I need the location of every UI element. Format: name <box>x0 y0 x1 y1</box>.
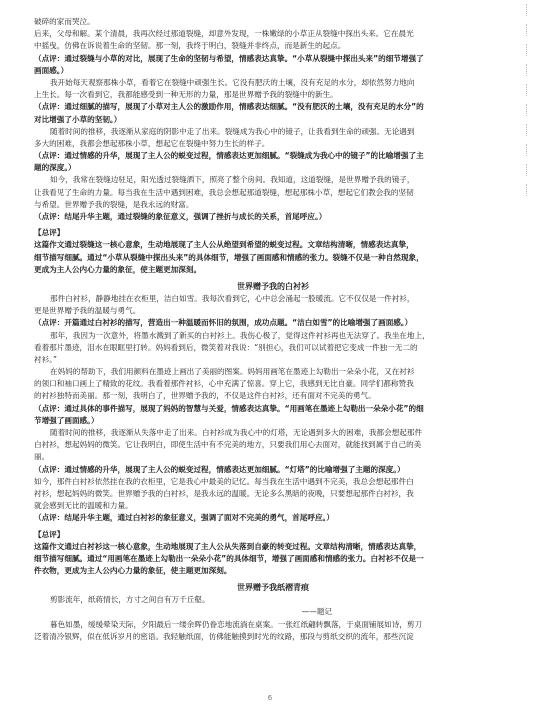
summary-line: 这篇作文通过裂缝这一核心意象，生动地展现了主人公从绝望到希望的蜕变过程。文章结构清晰，情感表达真挚， <box>34 240 414 250</box>
comment-line: 节增强了画面感。） <box>34 415 99 425</box>
paragraph-line: 衬衫。” <box>34 354 57 364</box>
paragraph-line: 丽。 <box>34 452 50 462</box>
comment-line: （点评：通过具体的事件描写，展现了妈妈的智慧与关爱，情感表达真挚。“用画笔在墨迹上勾勒出一朵朵小花”的细 <box>34 403 424 413</box>
paragraph-line: 多大的困难，我都会想起那株小草，想起它在裂缝中努力生长的样子。 <box>34 138 270 148</box>
paragraph-line: 随着时间的推移，我逐渐从失落中走了出来。白衬衫成为我心中的灯塔，无论遇到多大的困难，我都会想起那件 <box>50 428 423 437</box>
paragraph-line: 衬衫，想起妈妈的微笑。世界赠予我的白衬衫，是我永远的温暖。无论多么黑暗的夜晚，只要想起那件白衬衫，我 <box>34 488 414 498</box>
paragraph-line: 让我看见了生命的力量。每当我在生活中遇到困难，我总会想起那道裂缝，想起那株小草，想起它们教会我的坚韧 <box>34 187 414 197</box>
comment-line: （点评：通过情感的升华，展现了主人公的蜕变过程，情感表达更加细腻。“裂缝成为我心中的镜子”的比喻增强了主 <box>34 151 424 161</box>
paragraph-line: 就会感到无比的温暖和力量。 <box>34 501 133 511</box>
paragraph-line: 更是世界赠予我的温暖与勇气。 <box>34 306 141 316</box>
scroll-marker <box>526 4 529 16</box>
paragraph-line: 那年，我因为一次意外，将墨水溅到了新买的白衬衫上。我伤心极了，觉得这件衬衫再也无法穿了。我坐在地上， <box>50 330 430 340</box>
epigraph: 剪影流年，纸蒋情长，方寸之间自有万千丘壑。 <box>50 595 210 605</box>
paragraph-line: 白衬衫，想起妈妈的微笑。它让我明白，即使生活中有不完美的地方，只要我们用心去面对，就能找到属于自己的美 <box>34 440 422 450</box>
comment-line: （点评：通过细腻的描写，展现了小草对主人公的激励作用，情感表达细腻。“没有肥沃的土壤，没有充足的水分”的 <box>34 102 424 112</box>
comment-line: 题的深度。） <box>34 163 76 173</box>
paragraph-line: 我开始每天观察那株小草，看着它在裂缝中顽强生长。它没有肥沃的土壤，没有充足的水分，却依然努力地向 <box>50 77 415 87</box>
summary-line: 件衣物，更成为主人公内心力量的象征，使主题更加深刻。 <box>34 566 232 576</box>
scroll-marker <box>526 144 529 156</box>
essay-3-title: 世界赠予我纸褶青痕 <box>237 583 309 593</box>
scroll-marker <box>526 124 529 136</box>
page-number: 6 <box>267 694 273 702</box>
summary-line: 细节描写细腻。通过“用画笔在墨迹上勾勒出一朵朵小花”的具体细节，增强了画面感和情感的张力。白衬衫不仅是一 <box>34 553 424 563</box>
scroll-marker <box>526 64 529 76</box>
comment-line: （点评：结尾升华主题，通过裂缝的象征意义，强调了挫折与成长的关系，首尾呼应。） <box>34 212 327 221</box>
scroll-marker <box>526 184 529 196</box>
comment-line: 画面感。） <box>34 65 69 75</box>
page-content <box>34 16 512 643</box>
paragraph-line: 中摇曳，仿佛在诉说着生命的坚韧。那一刻，我终于明白，裂缝并非终点，而是新生的起点。 <box>34 41 346 51</box>
essay-1 <box>34 16 512 223</box>
summary-line: 这篇作文通过白衬衫这一核心意象，生动地展现了主人公从失落到自豪的转变过程。文章结构清晰，情感表达真挚， <box>34 541 422 551</box>
paragraph-line: 的领口和袖口画上了精致的花纹。我看着那件衬衫，心中充满了惊喜。穿上它，我感到无比自豪。同学们都称赞我 <box>34 379 414 389</box>
scroll-marker <box>526 24 529 36</box>
summary-heading: 【总评】 <box>34 228 65 238</box>
paragraph-line: 破碎的家而哭泣。 <box>34 17 95 26</box>
essay-2 <box>34 293 512 525</box>
epigraph-attribution: ——题记 <box>301 607 332 617</box>
scroll-marker <box>526 84 529 96</box>
paragraph-line: 上生长。每一次看到它，我都能感受到一种无形的力量，那是世界赠予我的裂缝中的新生。 <box>34 90 338 100</box>
comment-line: （点评：通过情感的升华，展现了主人公的蜕变过程，情感表达更加细腻。“灯塔”的比喻增强了主题的深度。） <box>34 464 405 474</box>
paragraph-line: 与希望。世界赠予我的裂缝，是我永远的财富。 <box>34 199 194 209</box>
essay-2-title: 世界赠予我的白衬衫 <box>237 281 309 291</box>
comment-line: （点评：结尾升华主题，通过白衬衫的象征意义，强调了面对不完美的勇气，首尾呼应。） <box>34 513 334 523</box>
scrollbar-track[interactable] <box>526 4 532 204</box>
scroll-marker <box>526 164 529 176</box>
summary-2 <box>34 529 512 578</box>
summary-heading: 【总评】 <box>34 529 65 539</box>
paragraph-line: 的衬衫独特而美丽。那一刻，我明白了，世界赠予我的，不仅是这件白衬衫，还有面对不完美的勇气。 <box>34 391 376 401</box>
comment-line: 对比增强了小草的坚韧。） <box>34 114 122 124</box>
summary-1 <box>34 227 512 276</box>
comment-line: （点评：通过裂缝与小草的对比，展现了生命的坚韧与希望，情感表达真挚。“小草从裂缝中探出头来”的细节增强了 <box>34 53 424 63</box>
paragraph-line: 后来，父母和解。某个清晨，我再次经过那道裂缝，却意外发现，一株嫩绿的小草正从裂缝中探出头来。它在晨光 <box>34 29 414 39</box>
paragraph-line: 暮色如墨，缓缓晕染天际，夕阳最后一缕余晖仍眷恋地流淌在桌案。一张红纸翩转飘落，于桌面铺展如诗，剪刀 <box>50 619 423 629</box>
summary-line: 更成为主人公内心力量的象征，使主题更加深刻。 <box>34 264 202 274</box>
summary-line: 细节描写细腻。通过“小草从裂缝中探出头来”的具体细节，增强了画面感和情感的张力。裂缝不仅是一种自然现象， <box>34 252 424 262</box>
paragraph-line: 随着时间的推移，我逐渐从家庭的阴影中走了出来。裂缝成为我心中的镜子，让我看到生命的顽强。无论遇到 <box>50 126 415 136</box>
paragraph-line: 看着那片墨迹，泪水在眼眶里打转。妈妈看到后，微笑着对我说：“别担心，我们可以试着把它变成一件独一无二的 <box>34 342 418 352</box>
paragraph-line: 泛着清冷银辉，似在低诉岁月的密语。我轻触纸面，仿佛能触摸到时光的纹路，那段与剪纸交织的流年，那些沉淀 <box>34 631 414 641</box>
scroll-marker <box>526 104 529 116</box>
paragraph-line: 如今，那件白衬衫依然挂在我的衣柜里，它是我心中最美的记忆。每当我在生活中遇到不完美，我总会想起那件白 <box>34 476 414 486</box>
comment-line: （点评：开篇通过白衬衫的描写，营造出一种温暖而怀旧的氛围，成功点题。“洁白如雪”的比喻增强了画面感。） <box>34 318 413 328</box>
paragraph-line: 那件白衬衫，静静地挂在衣柜里，洁白如雪。我每次看到它，心中总会涌起一股暖流。它不仅仅是一件衬衫， <box>50 293 415 303</box>
paragraph-line: 如今，我常在裂缝边驻足，阳光透过裂缝洒下，照亮了整个房间。我知道，这道裂缝，是世界赠予我的镜子， <box>50 175 415 185</box>
scroll-marker <box>526 44 529 56</box>
paragraph-line: 在妈妈的帮助下，我们用颜料在墨迹上画出了美丽的图案。妈妈用画笔在墨迹上勾勒出一朵朵小花，又在衬衫 <box>50 367 415 377</box>
